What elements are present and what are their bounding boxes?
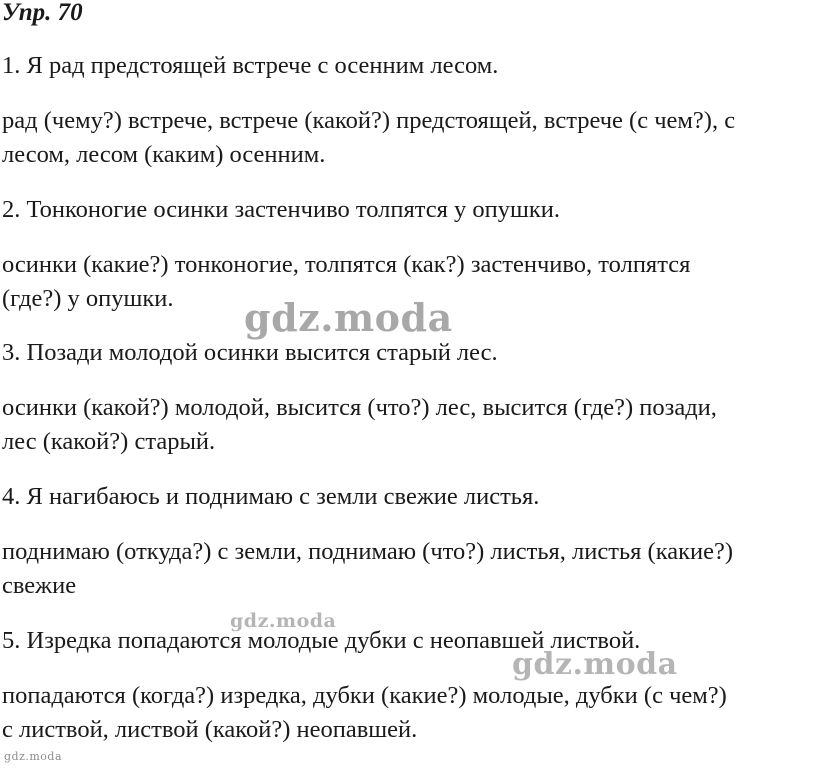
analysis-1-line-1: рад (чему?) встрече, встрече (какой?) предстоящей, встрече (с чем?), с <box>2 107 736 134</box>
watermark-large: gdz.moda <box>244 295 453 340</box>
sentence-5: 5. Изредка попадаются молодые дубки с неопавшей листвой. <box>2 627 641 654</box>
analysis-5-line-2: с листвой, листвой (какой?) неопавшей. <box>2 716 418 743</box>
watermark-medium: gdz.moda <box>512 647 678 682</box>
exercise-title: Упр. 70 <box>2 0 83 26</box>
watermark-tiny: gdz.moda <box>4 750 63 763</box>
sentence-4: 4. Я нагибаюсь и поднимаю с земли свежие листья. <box>2 483 540 510</box>
sentence-1: 1. Я рад предстоящей встрече с осенним лесом. <box>2 52 499 79</box>
sentence-2: 2. Тонконогие осинки застенчиво толпятся у опушки. <box>2 196 561 223</box>
analysis-3-line-2: лес (какой?) старый. <box>2 428 216 455</box>
analysis-3-line-1: осинки (какой?) молодой, высится (что?) лес, высится (где?) позади, <box>2 394 717 421</box>
analysis-1-line-2: лесом, лесом (каким) осенним. <box>2 141 326 168</box>
sentence-3: 3. Позади молодой осинки высится старый лес. <box>2 339 498 366</box>
analysis-2-line-1: осинки (какие?) тонконогие, толпятся (как?) застенчиво, толпятся <box>2 251 691 278</box>
analysis-5-line-1: попадаются (когда?) изредка, дубки (какие?) молодые, дубки (с чем?) <box>2 682 727 709</box>
analysis-2-line-2: (где?) у опушки. <box>2 285 174 312</box>
watermark-small: gdz.moda <box>230 610 337 632</box>
analysis-4-line-2: свежие <box>2 572 77 599</box>
analysis-4-line-1: поднимаю (откуда?) с земли, поднимаю (что?) листья, листья (какие?) <box>2 538 734 565</box>
